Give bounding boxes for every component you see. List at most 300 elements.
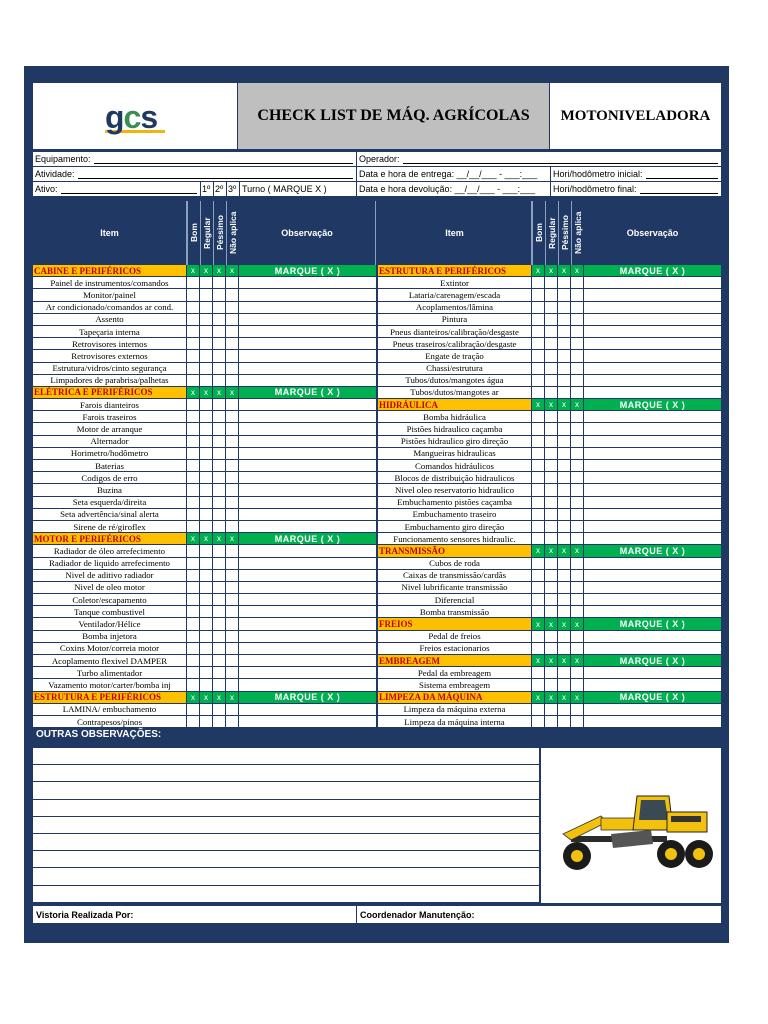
check-bom[interactable] xyxy=(532,423,545,434)
check-bom[interactable] xyxy=(187,521,200,532)
observacao-field[interactable] xyxy=(584,679,721,690)
observacao-field[interactable] xyxy=(239,606,376,617)
check-bom[interactable] xyxy=(187,326,200,337)
observacao-field[interactable] xyxy=(584,387,721,398)
check-nao-aplica[interactable] xyxy=(226,363,239,374)
check-pessimo[interactable] xyxy=(558,448,571,459)
check-nao-aplica[interactable] xyxy=(571,631,584,642)
check-regular[interactable] xyxy=(200,302,213,313)
check-regular[interactable] xyxy=(545,631,558,642)
check-regular[interactable] xyxy=(545,667,558,678)
check-nao-aplica[interactable] xyxy=(226,582,239,593)
check-regular[interactable] xyxy=(545,289,558,300)
check-nao-aplica[interactable] xyxy=(571,289,584,300)
check-pessimo[interactable] xyxy=(213,545,226,556)
check-pessimo[interactable] xyxy=(558,533,571,544)
observacao-field[interactable] xyxy=(584,558,721,569)
coordenador-field[interactable]: Coordenador Manutenção: xyxy=(360,909,475,920)
check-pessimo[interactable] xyxy=(213,570,226,581)
ativo-field[interactable] xyxy=(33,182,201,196)
check-nao-aplica[interactable] xyxy=(226,521,239,532)
check-bom[interactable] xyxy=(532,277,545,288)
check-bom[interactable] xyxy=(187,423,200,434)
observacao-field[interactable] xyxy=(584,521,721,532)
check-pessimo[interactable] xyxy=(558,411,571,422)
observacao-field[interactable] xyxy=(584,570,721,581)
check-regular[interactable] xyxy=(200,484,213,495)
observations-lines[interactable] xyxy=(33,748,539,903)
check-bom[interactable] xyxy=(532,302,545,313)
check-regular[interactable] xyxy=(545,558,558,569)
check-pessimo[interactable] xyxy=(558,570,571,581)
check-nao-aplica[interactable] xyxy=(571,594,584,605)
check-pessimo[interactable] xyxy=(213,289,226,300)
check-pessimo[interactable] xyxy=(213,484,226,495)
check-pessimo[interactable] xyxy=(213,472,226,483)
check-bom[interactable] xyxy=(187,594,200,605)
check-bom[interactable] xyxy=(187,448,200,459)
check-bom[interactable] xyxy=(532,484,545,495)
observacao-field[interactable] xyxy=(584,375,721,386)
observacao-field[interactable] xyxy=(239,667,376,678)
check-nao-aplica[interactable] xyxy=(226,497,239,508)
check-pessimo[interactable] xyxy=(213,363,226,374)
observacao-field[interactable] xyxy=(239,289,376,300)
observacao-field[interactable] xyxy=(584,423,721,434)
check-regular[interactable] xyxy=(200,521,213,532)
check-nao-aplica[interactable] xyxy=(571,314,584,325)
check-regular[interactable] xyxy=(200,570,213,581)
check-pessimo[interactable] xyxy=(213,679,226,690)
entrega-field[interactable] xyxy=(357,167,551,181)
check-regular[interactable] xyxy=(200,509,213,520)
check-nao-aplica[interactable] xyxy=(571,667,584,678)
check-pessimo[interactable] xyxy=(558,289,571,300)
check-bom[interactable] xyxy=(187,667,200,678)
observation-line[interactable] xyxy=(33,800,539,817)
check-bom[interactable] xyxy=(187,277,200,288)
observacao-field[interactable] xyxy=(584,606,721,617)
check-nao-aplica[interactable] xyxy=(226,594,239,605)
check-bom[interactable] xyxy=(532,411,545,422)
observacao-field[interactable] xyxy=(239,679,376,690)
check-nao-aplica[interactable] xyxy=(571,472,584,483)
hori-final-field[interactable] xyxy=(551,182,721,196)
check-pessimo[interactable] xyxy=(213,436,226,447)
check-regular[interactable] xyxy=(545,411,558,422)
check-pessimo[interactable] xyxy=(213,618,226,629)
check-bom[interactable] xyxy=(532,582,545,593)
observacao-field[interactable] xyxy=(584,582,721,593)
check-nao-aplica[interactable] xyxy=(571,533,584,544)
atividade-field[interactable] xyxy=(33,167,357,181)
check-regular[interactable] xyxy=(545,363,558,374)
observacao-field[interactable] xyxy=(239,643,376,654)
check-regular[interactable] xyxy=(545,497,558,508)
check-pessimo[interactable] xyxy=(213,606,226,617)
check-regular[interactable] xyxy=(545,423,558,434)
check-bom[interactable] xyxy=(187,289,200,300)
check-regular[interactable] xyxy=(200,423,213,434)
check-bom[interactable] xyxy=(187,582,200,593)
check-nao-aplica[interactable] xyxy=(571,582,584,593)
check-nao-aplica[interactable] xyxy=(226,570,239,581)
observacao-field[interactable] xyxy=(239,594,376,605)
observacao-field[interactable] xyxy=(584,631,721,642)
check-nao-aplica[interactable] xyxy=(226,314,239,325)
check-bom[interactable] xyxy=(532,436,545,447)
check-bom[interactable] xyxy=(187,618,200,629)
check-pessimo[interactable] xyxy=(558,716,571,727)
check-bom[interactable] xyxy=(532,387,545,398)
check-bom[interactable] xyxy=(532,594,545,605)
check-nao-aplica[interactable] xyxy=(226,436,239,447)
check-pessimo[interactable] xyxy=(213,716,226,727)
check-nao-aplica[interactable] xyxy=(571,558,584,569)
check-regular[interactable] xyxy=(200,314,213,325)
check-pessimo[interactable] xyxy=(213,314,226,325)
observacao-field[interactable] xyxy=(584,363,721,374)
check-nao-aplica[interactable] xyxy=(571,338,584,349)
check-bom[interactable] xyxy=(532,558,545,569)
check-regular[interactable] xyxy=(545,472,558,483)
observacao-field[interactable] xyxy=(239,423,376,434)
observacao-field[interactable] xyxy=(584,667,721,678)
check-bom[interactable] xyxy=(532,667,545,678)
check-nao-aplica[interactable] xyxy=(571,277,584,288)
check-bom[interactable] xyxy=(187,497,200,508)
check-pessimo[interactable] xyxy=(558,704,571,715)
check-nao-aplica[interactable] xyxy=(226,679,239,690)
check-regular[interactable] xyxy=(200,618,213,629)
check-nao-aplica[interactable] xyxy=(571,350,584,361)
observation-line[interactable] xyxy=(33,782,539,799)
check-nao-aplica[interactable] xyxy=(226,289,239,300)
observacao-field[interactable] xyxy=(584,338,721,349)
check-nao-aplica[interactable] xyxy=(226,667,239,678)
check-bom[interactable] xyxy=(532,509,545,520)
observacao-field[interactable] xyxy=(584,497,721,508)
check-pessimo[interactable] xyxy=(213,631,226,642)
check-pessimo[interactable] xyxy=(558,558,571,569)
check-nao-aplica[interactable] xyxy=(571,436,584,447)
turno-1-checkbox[interactable]: 1º xyxy=(201,182,214,196)
check-nao-aplica[interactable] xyxy=(571,716,584,727)
check-nao-aplica[interactable] xyxy=(226,618,239,629)
check-regular[interactable] xyxy=(200,679,213,690)
check-bom[interactable] xyxy=(187,643,200,654)
check-pessimo[interactable] xyxy=(558,387,571,398)
check-regular[interactable] xyxy=(545,277,558,288)
check-regular[interactable] xyxy=(200,655,213,666)
check-nao-aplica[interactable] xyxy=(571,375,584,386)
observacao-field[interactable] xyxy=(584,436,721,447)
check-regular[interactable] xyxy=(200,350,213,361)
check-bom[interactable] xyxy=(187,484,200,495)
observacao-field[interactable] xyxy=(239,509,376,520)
check-bom[interactable] xyxy=(532,606,545,617)
check-regular[interactable] xyxy=(200,558,213,569)
check-pessimo[interactable] xyxy=(213,497,226,508)
check-pessimo[interactable] xyxy=(213,399,226,410)
check-bom[interactable] xyxy=(187,509,200,520)
check-regular[interactable] xyxy=(200,326,213,337)
check-bom[interactable] xyxy=(532,375,545,386)
check-bom[interactable] xyxy=(187,338,200,349)
check-bom[interactable] xyxy=(532,631,545,642)
observacao-field[interactable] xyxy=(239,302,376,313)
check-nao-aplica[interactable] xyxy=(571,411,584,422)
check-bom[interactable] xyxy=(187,460,200,471)
check-pessimo[interactable] xyxy=(558,631,571,642)
check-regular[interactable] xyxy=(545,704,558,715)
check-nao-aplica[interactable] xyxy=(226,460,239,471)
check-pessimo[interactable] xyxy=(213,338,226,349)
check-regular[interactable] xyxy=(200,497,213,508)
check-bom[interactable] xyxy=(187,704,200,715)
check-nao-aplica[interactable] xyxy=(226,338,239,349)
check-bom[interactable] xyxy=(187,411,200,422)
observation-line[interactable] xyxy=(33,817,539,834)
check-nao-aplica[interactable] xyxy=(226,411,239,422)
check-regular[interactable] xyxy=(200,667,213,678)
check-pessimo[interactable] xyxy=(213,521,226,532)
check-regular[interactable] xyxy=(545,350,558,361)
observacao-field[interactable] xyxy=(239,326,376,337)
observacao-field[interactable] xyxy=(584,704,721,715)
check-nao-aplica[interactable] xyxy=(226,631,239,642)
check-bom[interactable] xyxy=(532,460,545,471)
observacao-field[interactable] xyxy=(584,643,721,654)
observation-line[interactable] xyxy=(33,748,539,765)
observacao-field[interactable] xyxy=(239,399,376,410)
check-regular[interactable] xyxy=(200,277,213,288)
check-nao-aplica[interactable] xyxy=(226,472,239,483)
check-pessimo[interactable] xyxy=(558,423,571,434)
check-regular[interactable] xyxy=(200,375,213,386)
check-regular[interactable] xyxy=(200,472,213,483)
check-regular[interactable] xyxy=(545,326,558,337)
check-bom[interactable] xyxy=(532,521,545,532)
check-bom[interactable] xyxy=(187,716,200,727)
check-bom[interactable] xyxy=(532,716,545,727)
check-bom[interactable] xyxy=(532,350,545,361)
check-pessimo[interactable] xyxy=(213,350,226,361)
check-regular[interactable] xyxy=(200,338,213,349)
check-pessimo[interactable] xyxy=(213,667,226,678)
observacao-field[interactable] xyxy=(584,484,721,495)
check-regular[interactable] xyxy=(545,484,558,495)
observacao-field[interactable] xyxy=(239,472,376,483)
devolucao-field[interactable] xyxy=(357,182,551,196)
observacao-field[interactable] xyxy=(239,631,376,642)
check-bom[interactable] xyxy=(532,314,545,325)
observacao-field[interactable] xyxy=(239,655,376,666)
observacao-field[interactable] xyxy=(584,716,721,727)
check-pessimo[interactable] xyxy=(213,655,226,666)
check-regular[interactable] xyxy=(200,289,213,300)
check-nao-aplica[interactable] xyxy=(226,399,239,410)
check-pessimo[interactable] xyxy=(213,582,226,593)
check-nao-aplica[interactable] xyxy=(571,509,584,520)
observacao-field[interactable] xyxy=(584,277,721,288)
check-bom[interactable] xyxy=(532,643,545,654)
check-regular[interactable] xyxy=(200,716,213,727)
check-nao-aplica[interactable] xyxy=(571,448,584,459)
check-pessimo[interactable] xyxy=(558,509,571,520)
observation-line[interactable] xyxy=(33,868,539,885)
check-nao-aplica[interactable] xyxy=(571,679,584,690)
turno-2-checkbox[interactable]: 2º xyxy=(214,182,227,196)
check-nao-aplica[interactable] xyxy=(571,302,584,313)
check-bom[interactable] xyxy=(187,350,200,361)
check-bom[interactable] xyxy=(187,363,200,374)
check-pessimo[interactable] xyxy=(558,363,571,374)
observacao-field[interactable] xyxy=(239,314,376,325)
check-bom[interactable] xyxy=(187,302,200,313)
check-nao-aplica[interactable] xyxy=(226,704,239,715)
check-regular[interactable] xyxy=(545,582,558,593)
check-nao-aplica[interactable] xyxy=(226,655,239,666)
check-nao-aplica[interactable] xyxy=(226,423,239,434)
check-regular[interactable] xyxy=(545,314,558,325)
check-pessimo[interactable] xyxy=(213,594,226,605)
check-nao-aplica[interactable] xyxy=(226,375,239,386)
check-bom[interactable] xyxy=(187,631,200,642)
check-nao-aplica[interactable] xyxy=(571,497,584,508)
check-nao-aplica[interactable] xyxy=(226,326,239,337)
check-regular[interactable] xyxy=(545,338,558,349)
check-regular[interactable] xyxy=(545,716,558,727)
check-regular[interactable] xyxy=(200,363,213,374)
check-bom[interactable] xyxy=(187,314,200,325)
check-pessimo[interactable] xyxy=(558,667,571,678)
observacao-field[interactable] xyxy=(584,448,721,459)
check-bom[interactable] xyxy=(187,558,200,569)
observacao-field[interactable] xyxy=(584,314,721,325)
observacao-field[interactable] xyxy=(239,558,376,569)
check-pessimo[interactable] xyxy=(558,472,571,483)
check-pessimo[interactable] xyxy=(558,484,571,495)
check-bom[interactable] xyxy=(532,289,545,300)
check-pessimo[interactable] xyxy=(213,411,226,422)
check-regular[interactable] xyxy=(200,643,213,654)
check-bom[interactable] xyxy=(187,375,200,386)
check-pessimo[interactable] xyxy=(558,314,571,325)
check-regular[interactable] xyxy=(545,375,558,386)
check-regular[interactable] xyxy=(545,594,558,605)
check-regular[interactable] xyxy=(200,704,213,715)
check-regular[interactable] xyxy=(200,606,213,617)
observacao-field[interactable] xyxy=(239,363,376,374)
check-bom[interactable] xyxy=(187,679,200,690)
check-pessimo[interactable] xyxy=(213,423,226,434)
check-nao-aplica[interactable] xyxy=(226,448,239,459)
vistoria-field[interactable]: Vistoria Realizada Por: xyxy=(33,906,357,923)
check-regular[interactable] xyxy=(545,436,558,447)
check-regular[interactable] xyxy=(545,387,558,398)
observacao-field[interactable] xyxy=(239,411,376,422)
observacao-field[interactable] xyxy=(239,338,376,349)
check-pessimo[interactable] xyxy=(558,643,571,654)
check-nao-aplica[interactable] xyxy=(226,302,239,313)
check-regular[interactable] xyxy=(200,582,213,593)
observation-line[interactable] xyxy=(33,851,539,868)
hori-inicial-field[interactable] xyxy=(551,167,721,181)
check-regular[interactable] xyxy=(545,302,558,313)
observacao-field[interactable] xyxy=(239,618,376,629)
check-regular[interactable] xyxy=(545,643,558,654)
check-nao-aplica[interactable] xyxy=(226,606,239,617)
check-bom[interactable] xyxy=(187,606,200,617)
check-nao-aplica[interactable] xyxy=(571,704,584,715)
observacao-field[interactable] xyxy=(584,509,721,520)
check-nao-aplica[interactable] xyxy=(571,606,584,617)
check-nao-aplica[interactable] xyxy=(226,350,239,361)
check-bom[interactable] xyxy=(187,436,200,447)
check-regular[interactable] xyxy=(200,436,213,447)
check-pessimo[interactable] xyxy=(558,582,571,593)
check-regular[interactable] xyxy=(200,448,213,459)
observacao-field[interactable] xyxy=(584,289,721,300)
check-pessimo[interactable] xyxy=(558,350,571,361)
observation-line[interactable] xyxy=(33,765,539,782)
check-nao-aplica[interactable] xyxy=(571,423,584,434)
check-pessimo[interactable] xyxy=(558,436,571,447)
check-nao-aplica[interactable] xyxy=(571,460,584,471)
check-bom[interactable] xyxy=(532,497,545,508)
equipamento-field[interactable] xyxy=(33,152,357,166)
check-regular[interactable] xyxy=(545,533,558,544)
check-nao-aplica[interactable] xyxy=(571,326,584,337)
check-pessimo[interactable] xyxy=(558,302,571,313)
check-nao-aplica[interactable] xyxy=(226,643,239,654)
check-regular[interactable] xyxy=(200,411,213,422)
check-regular[interactable] xyxy=(200,545,213,556)
observacao-field[interactable] xyxy=(584,350,721,361)
check-bom[interactable] xyxy=(187,655,200,666)
check-bom[interactable] xyxy=(187,472,200,483)
check-nao-aplica[interactable] xyxy=(571,363,584,374)
check-regular[interactable] xyxy=(200,399,213,410)
check-pessimo[interactable] xyxy=(213,460,226,471)
check-pessimo[interactable] xyxy=(558,521,571,532)
check-pessimo[interactable] xyxy=(558,679,571,690)
check-nao-aplica[interactable] xyxy=(571,570,584,581)
check-pessimo[interactable] xyxy=(558,594,571,605)
check-pessimo[interactable] xyxy=(213,326,226,337)
check-pessimo[interactable] xyxy=(558,326,571,337)
check-pessimo[interactable] xyxy=(213,704,226,715)
observacao-field[interactable] xyxy=(239,582,376,593)
check-regular[interactable] xyxy=(200,631,213,642)
check-pessimo[interactable] xyxy=(213,558,226,569)
check-bom[interactable] xyxy=(187,399,200,410)
observation-line[interactable] xyxy=(33,834,539,851)
check-pessimo[interactable] xyxy=(213,302,226,313)
check-bom[interactable] xyxy=(532,679,545,690)
check-nao-aplica[interactable] xyxy=(226,277,239,288)
observacao-field[interactable] xyxy=(584,472,721,483)
observacao-field[interactable] xyxy=(239,545,376,556)
observacao-field[interactable] xyxy=(239,277,376,288)
observation-line[interactable] xyxy=(33,886,539,903)
check-pessimo[interactable] xyxy=(213,448,226,459)
observacao-field[interactable] xyxy=(239,350,376,361)
check-bom[interactable] xyxy=(532,448,545,459)
check-pessimo[interactable] xyxy=(213,375,226,386)
turno-3-checkbox[interactable]: 3º xyxy=(227,182,240,196)
